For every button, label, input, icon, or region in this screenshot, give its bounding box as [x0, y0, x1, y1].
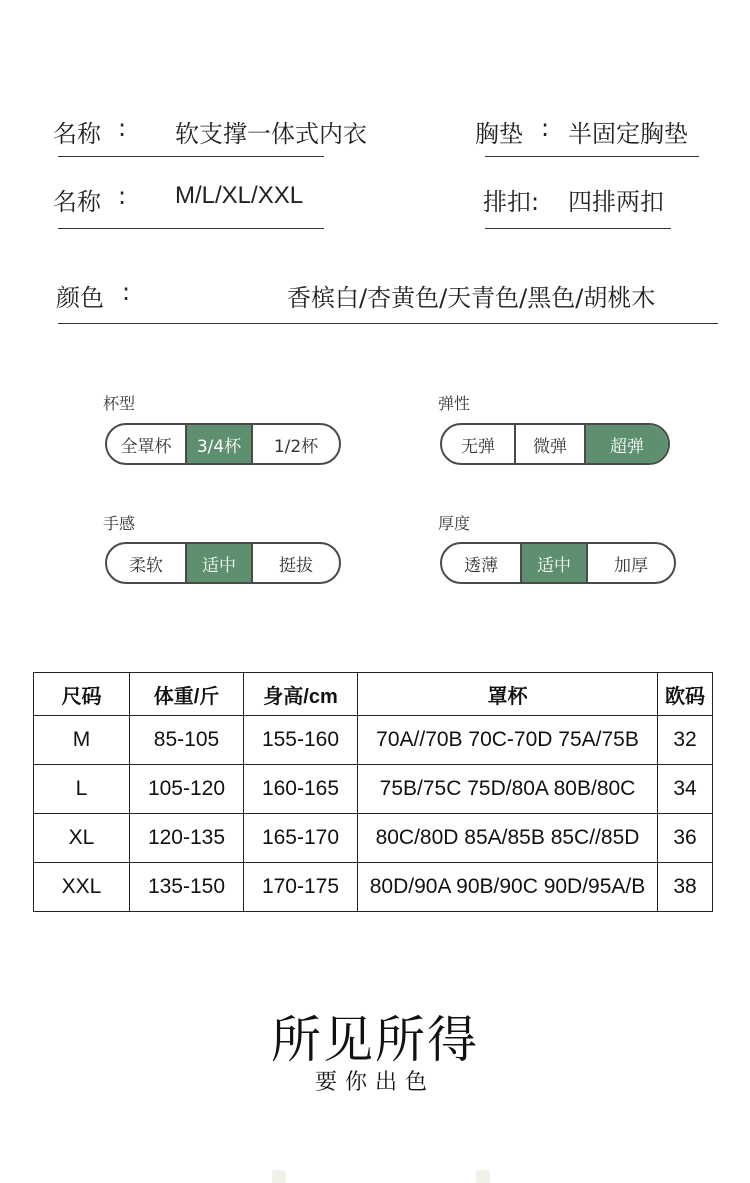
name-colon: :	[118, 114, 127, 142]
cell-eu-size: 32	[658, 716, 713, 765]
thickness-title: 厚度	[438, 514, 471, 533]
cell-weight: 120-135	[130, 814, 244, 863]
thickness-option-selected[interactable]: 适中	[520, 544, 586, 582]
table-row	[34, 863, 713, 912]
cell-weight: 85-105	[130, 716, 244, 765]
cell-cup: 70A//70B 70C-70D 75A/75B	[358, 716, 658, 765]
cell-size: XL	[34, 814, 130, 863]
header-height: 身高/cm	[244, 673, 358, 716]
table-row	[34, 765, 713, 814]
pad-label: 胸垫	[475, 120, 523, 148]
cell-cup: 80C/80D 85A/85B 85C//85D	[358, 814, 658, 863]
cell-eu-size: 38	[658, 863, 713, 912]
cell-height: 155-160	[244, 716, 358, 765]
slogan-title: 所见所得	[271, 1011, 479, 1069]
thickness-option[interactable]: 透薄	[464, 555, 498, 576]
cell-height: 170-175	[244, 863, 358, 912]
hand-feel-option[interactable]: 挺拔	[251, 544, 339, 582]
size-name-colon: :	[118, 182, 127, 210]
header-cup: 罩杯	[358, 673, 658, 716]
color-value: 香槟白/杏黄色/天青色/黑色/胡桃木	[287, 284, 656, 312]
pad-colon: :	[541, 114, 550, 142]
name-label: 名称	[53, 120, 101, 148]
slogan-subtitle: 要你出色	[314, 1070, 435, 1095]
cell-height: 165-170	[244, 814, 358, 863]
pad-value: 半固定胸垫	[568, 120, 688, 148]
divider	[485, 228, 671, 229]
cell-size: L	[34, 765, 130, 814]
cup-type-selector	[105, 423, 341, 465]
size-name-value: M/L/XL/XXL	[175, 182, 304, 209]
cup-type-title: 杯型	[103, 394, 136, 413]
divider	[58, 323, 718, 324]
hand-feel-title: 手感	[103, 514, 136, 533]
header-size: 尺码	[34, 673, 130, 716]
clasp-label: 排扣:	[483, 188, 540, 216]
elasticity-title: 弹性	[438, 394, 471, 413]
color-colon: :	[122, 278, 131, 306]
cell-eu-size: 34	[658, 765, 713, 814]
clasp-value: 四排两扣	[568, 188, 664, 216]
cell-height: 160-165	[244, 765, 358, 814]
cup-type-option-selected[interactable]: 3/4杯	[185, 425, 251, 463]
cup-type-option[interactable]: 1/2杯	[251, 425, 339, 463]
elasticity-option[interactable]: 无弹	[461, 436, 495, 457]
cell-cup: 80D/90A 90B/90C 90D/95A/B	[358, 863, 658, 912]
header-weight: 体重/斤	[130, 673, 244, 716]
size-table	[33, 672, 713, 912]
table-row	[34, 814, 713, 863]
name-value: 软支撑一体式内衣	[175, 120, 367, 148]
table-header-row	[34, 673, 713, 716]
cell-weight: 105-120	[130, 765, 244, 814]
cell-weight: 135-150	[130, 863, 244, 912]
elasticity-option[interactable]: 微弹	[514, 425, 584, 463]
elasticity-selector	[440, 423, 670, 465]
hand-feel-selector	[105, 542, 341, 584]
cell-eu-size: 36	[658, 814, 713, 863]
cell-cup: 75B/75C 75D/80A 80B/80C	[358, 765, 658, 814]
cup-type-option[interactable]: 全罩杯	[120, 436, 172, 457]
cell-size: M	[34, 716, 130, 765]
divider	[485, 156, 699, 157]
divider	[58, 156, 324, 157]
product-image-edge	[476, 1170, 490, 1183]
elasticity-option-selected[interactable]: 超弹	[584, 425, 668, 463]
hand-feel-option[interactable]: 柔软	[129, 555, 163, 576]
table-row	[34, 716, 713, 765]
color-label: 颜色	[56, 284, 104, 312]
product-image-edge	[272, 1170, 286, 1183]
cell-size: XXL	[34, 863, 130, 912]
thickness-selector	[440, 542, 676, 584]
thickness-option[interactable]: 加厚	[586, 544, 674, 582]
divider	[58, 228, 324, 229]
hand-feel-option-selected[interactable]: 适中	[185, 544, 251, 582]
header-eu-size: 欧码	[658, 673, 713, 716]
size-name-label: 名称	[53, 188, 101, 216]
